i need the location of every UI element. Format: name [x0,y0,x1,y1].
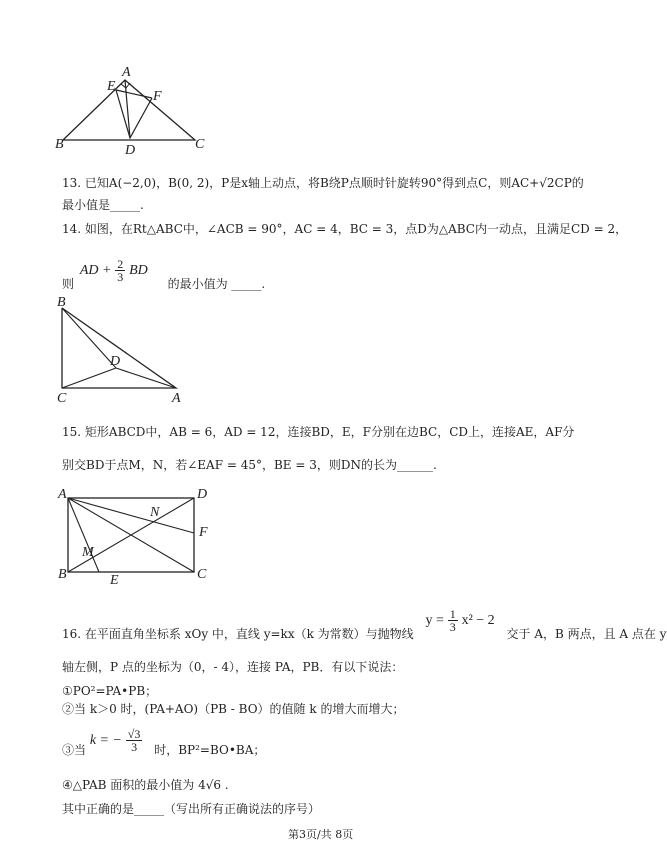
label-C: C [195,137,205,152]
q16-statement-4: ④△PAB 面积的最小值为 4√6 . [62,778,229,792]
q14-label-B: B [57,295,66,310]
q16-line2: 轴左侧，P 点的坐标为（0，- 4），连接 PA，PB．有以下说法： [62,660,404,674]
q16-statement-1: ①PO²=PA•PB； [62,684,158,698]
q13-line1: 13. 已知A(−2,0)，B(0, 2)，P是x轴上动点，将B绕P点顺时针旋转90°得到点C，则AC+√2CP的 [62,176,584,190]
label-B: B [55,137,64,152]
q16-s3-num: √3 [127,727,141,741]
q16-line1 [62,607,667,647]
q14-suffix: 的最小值为 _____. [167,277,266,291]
q16-parabola-frac [448,608,458,633]
q14-prefix: 则 [62,277,75,291]
q16-s3-frac [126,728,143,753]
q15-label-F: F [199,525,208,540]
q16-statement-2: ②当 k＞0 时，(PA+AO)（PB - BO）的值随 k 的增大而增大； [62,702,405,716]
q15-line2: 别交BD于点M，N，若∠EAF = 45°，BE = 3，则DN的长为______. [62,458,437,472]
q15-label-M: M [82,545,94,560]
q16-parabola-tail: x² − 2 [461,613,495,628]
q14-label-D: D [110,354,121,369]
q16-s3-b: 时，BP²=BO•BA； [154,743,266,757]
q14-line1: 14. 如图，在Rt△ABC中，∠ACB = 90°，AC = 4，BC = 3，点D为△ABC内一动点，且满足CD = 2， [62,222,628,236]
q14-frac-num: 2 [117,257,124,271]
label-E: E [107,79,116,94]
q13-line2: 最小值是_____. [62,198,144,212]
q14-label-C: C [57,391,67,406]
figure-triangle-top [55,60,215,158]
q16-parabola-y: y = [425,613,444,628]
q15-label-A: A [58,487,67,502]
q16-s3-den: 3 [131,740,138,754]
q16-line1-b: 交于 A，B 两点，且 A 点在 y [506,627,667,641]
q14-label-A: A [172,391,181,406]
q14-expr-b: BD [129,263,148,278]
q16-s3-k: k = − [89,733,122,748]
figure-q14 [54,296,194,406]
q15-line1: 15. 矩形ABCD中，AB = 6，AD = 12，连接BD，E，F分别在边BC，CD上，连接AE，AF分 [62,425,575,439]
q16-s3-a: ③当 [62,743,87,757]
q14-frac-den: 3 [117,270,124,284]
q15-label-B: B [58,567,67,582]
q16-frac-num: 1 [449,607,456,621]
q16-statement-3 [62,727,266,757]
q14-expr-a: AD + [79,263,112,278]
q15-label-E: E [110,573,119,588]
label-D: D [125,143,136,158]
label-A: A [122,65,131,80]
q16-ask: 其中正确的是_____（写出所有正确说法的序号） [62,802,321,816]
page-footer: 第3页/共 8页 [288,828,354,841]
figure-q15 [54,486,219,586]
q16-line1-a: 16. 在平面直角坐标系 xOy 中，直线 y=kx（k 为常数）与抛物线 [62,627,414,641]
q14-expression [62,257,266,291]
q15-label-N: N [150,505,160,520]
label-F: F [153,89,162,104]
q14-fraction [115,258,125,283]
q15-label-C: C [197,567,207,582]
q15-label-D: D [197,487,208,502]
q16-frac-den: 3 [449,620,456,634]
